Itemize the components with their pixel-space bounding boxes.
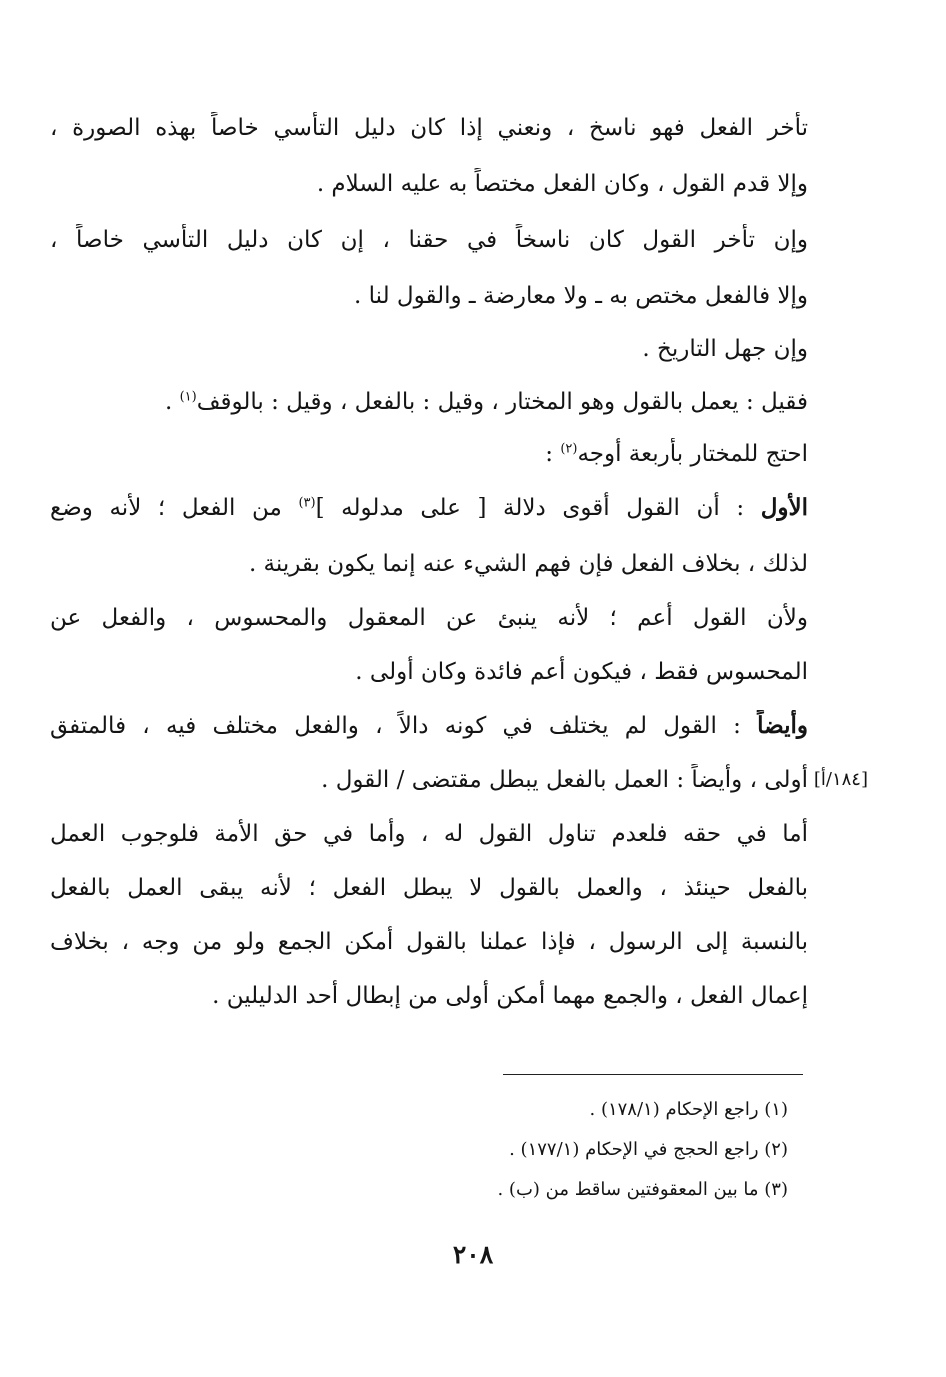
body-line-5: وإن جهل التاريخ .: [642, 336, 808, 362]
body-line-1: تأخر الفعل فهو ناسخ ، ونعني إذا كان دليل التأسي خاصاً بهذه الصورة ،: [50, 115, 808, 141]
footnote-mark-2: (٢): [560, 441, 578, 457]
body-line-12: [50, 710, 808, 742]
body-line-15: بالفعل حينئذ ، والعمل بالقول لا يبطل الفعل ؛ لأنه يبقى العمل بالفعل: [50, 875, 808, 901]
line-12-text: : القول لم يختلف في كونه دالاً ، والفعل مختلف فيه ، فالمتفق: [50, 713, 741, 739]
margin-folio-ref: [١٨٤/أ]: [813, 769, 868, 790]
body-line-3: وإن تأخر القول كان ناسخاً في حقنا ، إن كان دليل التأسي خاصاً ،: [50, 227, 808, 253]
body-line-6: [50, 386, 808, 418]
body-line-4: وإلا فالفعل مختص به ـ ولا معارضة ـ والقول لنا .: [354, 283, 808, 309]
page-number: ٢٠٨: [452, 1240, 494, 1269]
body-line-16: بالنسبة إلى الرسول ، فإذا عملنا بالقول أمكن الجمع ولو من وجه ، بخلاف: [50, 929, 808, 955]
body-line-9: لذلك ، بخلاف الفعل فإن فهم الشيء عنه إنما يكون بقرينة .: [248, 551, 808, 577]
line-8-text: : أن القول أقوى دلالة [ على مدلوله ]: [315, 495, 745, 521]
footnote-divider: [503, 1074, 803, 1075]
heading-also: وأيضاً: [757, 712, 808, 739]
line-6-text: فقيل : يعمل بالقول وهو المختار ، وقيل : بالفعل ، وقيل : بالوقف: [196, 389, 808, 415]
footnote-mark-3: (٣): [298, 495, 316, 511]
footnote-1: (١) راجع الإحكام (١٧٨/١) .: [589, 1099, 788, 1120]
body-line-11: المحسوس فقط ، فيكون أعم فائدة وكان أولى .: [355, 659, 808, 685]
body-line-10: ولأن القول أعم ؛ لأنه ينبئ عن المعقول والمحسوس ، والفعل عن: [50, 605, 808, 631]
footnote-2: (٢) راجع الحجج في الإحكام (١٧٧/١) .: [509, 1139, 788, 1160]
body-line-14: أما في حقه فلعدم تناول القول له ، وأما في حق الأمة فلوجوب العمل: [50, 821, 808, 847]
body-line-2: وإلا قدم القول ، وكان الفعل مختصاً به عليه السلام .: [316, 171, 808, 197]
body-line-8: [50, 492, 808, 524]
line-6-end: .: [164, 389, 180, 415]
line-7-end: :: [545, 441, 561, 467]
heading-first: الأول: [760, 494, 808, 521]
line-7-text: احتج للمختار بأربعة أوجه: [577, 441, 808, 467]
line-8-end: من الفعل ؛ لأنه وضع: [50, 495, 282, 521]
footnote-3: (٣) ما بين المعقوفتين ساقط من (ب) .: [497, 1179, 788, 1200]
body-line-13: أولى ، وأيضاً : العمل بالفعل يبطل مقتضى / القول .: [321, 767, 808, 793]
footnote-mark-1: (١): [179, 389, 197, 405]
body-line-7: [50, 438, 808, 470]
body-line-17: إعمال الفعل ، والجمع مهما أمكن أولى من إبطال أحد الدليلين .: [212, 983, 808, 1009]
